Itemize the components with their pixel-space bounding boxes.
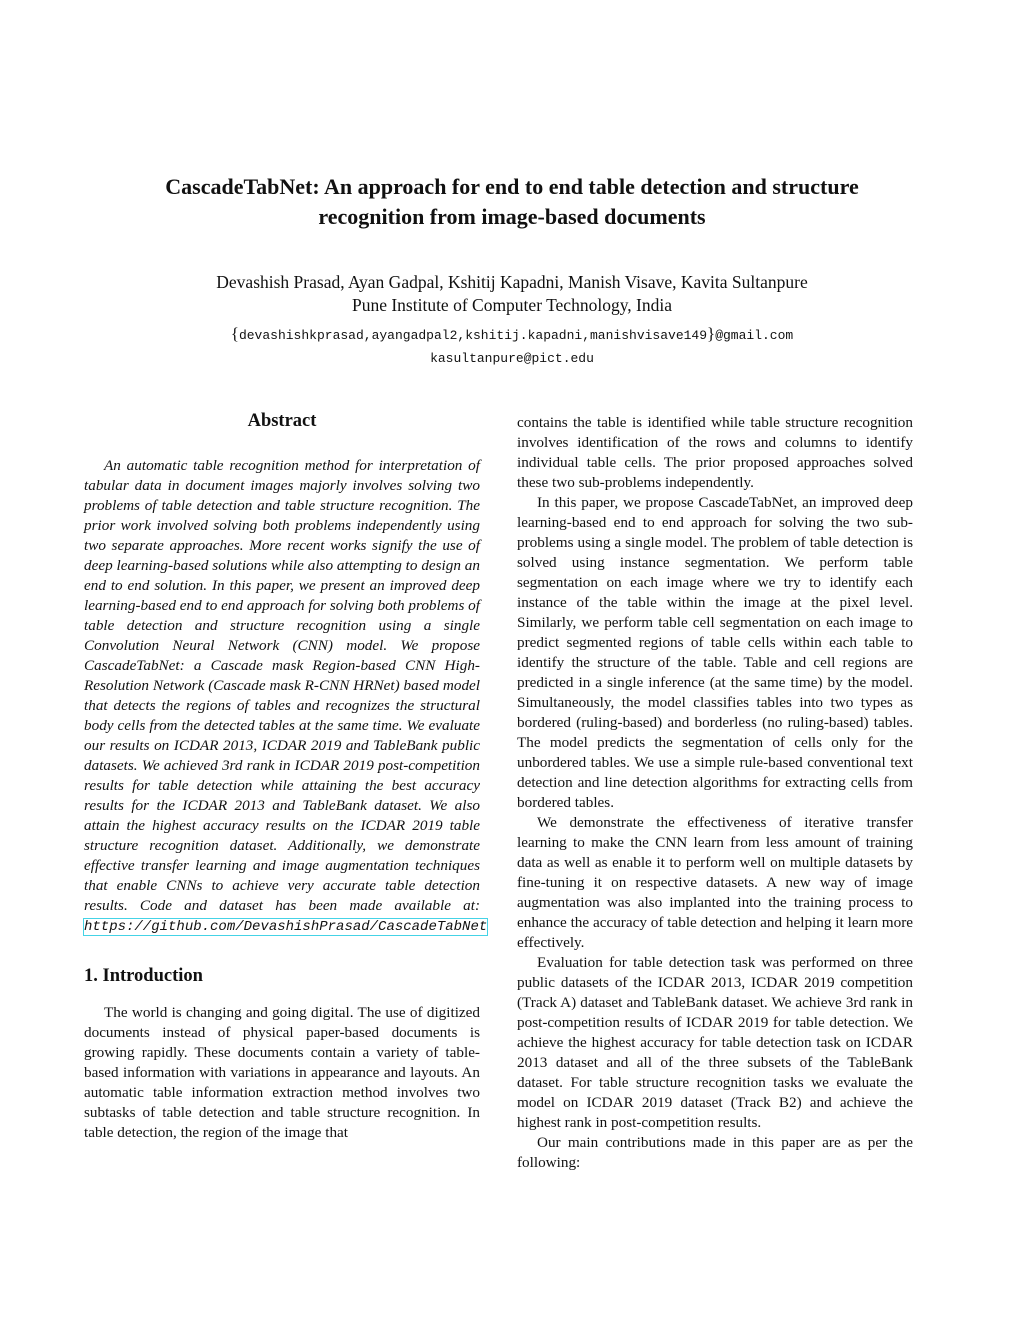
github-link[interactable]: https://github.com/DevashishPrasad/CascadeTabNet	[84, 919, 488, 935]
author-names: Devashish Prasad, Ayan Gadpal, Kshitij Kapadni, Manish Visave, Kavita Sultanpure	[216, 272, 808, 292]
paper-title-line-2: recognition from image-based documents	[318, 204, 706, 229]
author-emails	[80, 322, 944, 370]
abstract-heading: Abstract	[247, 411, 317, 431]
author-block	[80, 271, 944, 317]
left-column	[84, 408, 488, 1143]
paper-title	[80, 172, 944, 232]
right-paragraph-4: Evaluation for table detection task was performed on three public datasets of the ICDAR 2013, ICDAR 2019 competition (Track A) dataset and TableBank dataset. We achieve 3rd rank in post-competition results of ICDAR 2019 for table detection. We achieve the highest accuracy for table detection task on ICDAR 2013 dataset and all of the three subsets of the TableBank dataset. For table structure recognition tasks we evaluate the model on ICDAR 2019 dataset (Track B2) and achieve the highest rank in post-competition results.	[517, 954, 913, 1131]
email-line-1	[80, 322, 944, 347]
email-domain: @gmail.com	[715, 328, 794, 343]
paper-title-line-1: CascadeTabNet: An approach for end to end table detection and structure	[165, 174, 859, 199]
abstract-text: An automatic table recognition method for interpretation of tabular data in document images majorly involves solving two problems of table detection and table structure recognition. The prior work involved solving both problems independently using two separate approaches. More recent works signify the use of deep learning-based solutions while also attempting to design an end to end solution. In this paper, we present an improved deep learning-based end to end approach for solving both problems of table detection and structure recognition using a single Convolution Neural Network (CNN) model. We propose CascadeTabNet: a Cascade mask Region-based CNN High-Resolution Network (Cascade mask R-CNN HRNet) based model that detects the regions of tables and recognizes the structural body cells from the detected tables at the same time. We evaluate our results on ICDAR 2013, ICDAR 2019 and TableBank public datasets. We achieved 3rd rank in ICDAR 2019 post-competition results for table detection while attaining the best accuracy results for the ICDAR 2013 and TableBank dataset. We also attain the highest accuracy results on the ICDAR 2019 table structure recognition dataset. Additionally, we demonstrate effective transfer learning and image augmentation techniques that enable CNNs to achieve very accurate table detection results. Code and dataset has been made available at:	[84, 457, 480, 914]
email-brace-close: }	[707, 324, 716, 343]
email-brace-open: {	[230, 324, 239, 343]
abstract-body	[84, 456, 488, 937]
introduction-paragraph-1: The world is changing and going digital. The use of digitized documents instead of physical paper-based documents is growing rapidly. These documents contain a variety of table-based information with variations in appearance and layouts. An automatic table information extraction method involves two subtasks of table detection and table structure recognition. In table detection, the region of the image that	[84, 1004, 480, 1141]
email-list: devashishkprasad,ayangadpal2,kshitij.kapadni,manishvisave149	[238, 328, 708, 343]
introduction-heading: 1. Introduction	[84, 966, 203, 986]
right-paragraph-2: In this paper, we propose CascadeTabNet, an improved deep learning-based end to end approach for solving the two sub-problems using a single model. The problem of table detection is solved using instance segmentation. We perform table segmentation on each image where we try to identify each instance of the table within the image at the pixel level. Similarly, we perform table cell segmentation on each image to predict segmented regions of table cells within each table to identify the structure of the table. Table and cell regions are predicted in a single inference (at the same time) by the model. Simultaneously, the model classifies tables into two types as bordered (ruling-based) and borderless (no ruling-based) tables. The model predicts the segmentation of cells only for the unbordered tables. We use a simple rule-based conventional text detection and line detection algorithms for extracting cells from bordered tables.	[517, 494, 913, 811]
right-paragraph-1: contains the table is identified while table structure recognition involves identification of the rows and columns to identify individual table cells. The prior proposed approaches solved these two sub-problems independently.	[517, 414, 913, 491]
email-line-2: kasultanpure@pict.edu	[430, 351, 594, 366]
right-column	[517, 413, 913, 1173]
author-affiliation: Pune Institute of Computer Technology, India	[351, 295, 673, 315]
right-paragraph-3: We demonstrate the effectiveness of iterative transfer learning to make the CNN learn from less amount of training data as well as enable it to perform well on multiple datasets by fine-tuning it on respective datasets. A new way of image augmentation was also implanted into the training process to enhance the accuracy of table detection and helping it learn more effectively.	[517, 814, 913, 951]
right-paragraph-5: Our main contributions made in this paper are as per the following:	[517, 1134, 913, 1171]
